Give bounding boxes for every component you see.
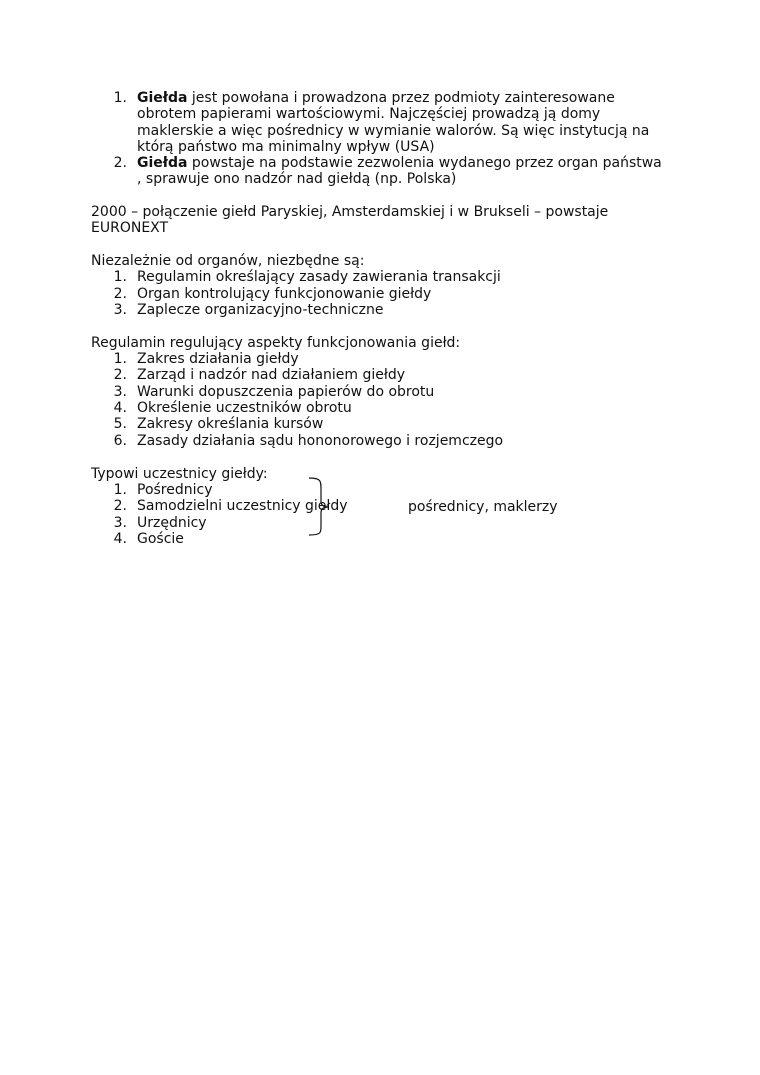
list-number: 3. [113,302,127,318]
list-number: 4. [113,531,127,547]
list-item-text: Warunki dopuszczenia papierów do obrotu [137,384,435,400]
bold-term: Giełda [137,90,188,106]
list-item-rest: jest powołana i prowadzona przez podmioty zainteresowane obrotem papierami wartościowymi. Najczęściej prowadzą ją domy maklerskie a więc pośrednicy w wymianie walorów. Są więc instytucją na którą państwo ma minimalny wpływ (USA) [137,90,650,155]
list-number: 2. [113,155,127,171]
list-item-text: Zasady działania sądu hononorowego i rozjemczego [137,433,504,449]
list-item-text [137,90,667,155]
list-item-text: Goście [137,531,184,547]
list-item-text: Pośrednicy [137,482,213,498]
curly-brace-icon [307,477,331,537]
bold-term: Giełda [137,155,188,171]
list-number: 1. [113,482,127,498]
list-item-text: Zakres działania giełdy [137,351,299,367]
list-number: 1. [113,269,127,285]
list-item-text: Urzędnicy [137,515,207,531]
section-heading: Typowi uczestnicy giełdy: [91,466,268,482]
list-number: 4. [113,400,127,416]
section-heading: Regulamin regulujący aspekty funkcjonowania giełd: [91,335,461,351]
list-item-text: Zaplecze organizacyjno-techniczne [137,302,384,318]
list-number: 5. [113,416,127,432]
list-number: 2. [113,286,127,302]
list-number: 2. [113,498,127,514]
list-item-text: Zakresy określania kursów [137,416,324,432]
list-number: 1. [113,351,127,367]
list-number: 3. [113,515,127,531]
list-number: 6. [113,433,127,449]
list-item-text: Organ kontrolujący funkcjonowanie giełdy [137,286,432,302]
list-item-text: Regulamin określający zasady zawierania transakcji [137,269,501,285]
list-item-text [137,155,667,188]
list-number: 1. [113,90,127,106]
bracket-note: pośrednicy, maklerzy [408,499,558,515]
section-heading: Niezależnie od organów, niezbędne są: [91,253,365,269]
euronext-paragraph: 2000 – połączenie giełd Paryskiej, Amsterdamskiej i w Brukseli – powstaje EURONEXT [91,204,609,237]
list-item-text: Określenie uczestników obrotu [137,400,352,416]
list-number: 3. [113,384,127,400]
list-number: 2. [113,367,127,383]
list-item-rest: powstaje na podstawie zezwolenia wydanego przez organ państwa , sprawuje ono nadzór nad giełdą (np. Polska) [137,155,662,188]
list-item-text: Zarząd i nadzór nad działaniem giełdy [137,367,406,383]
list-item-text: Samodzielni uczestnicy giełdy [137,498,348,514]
